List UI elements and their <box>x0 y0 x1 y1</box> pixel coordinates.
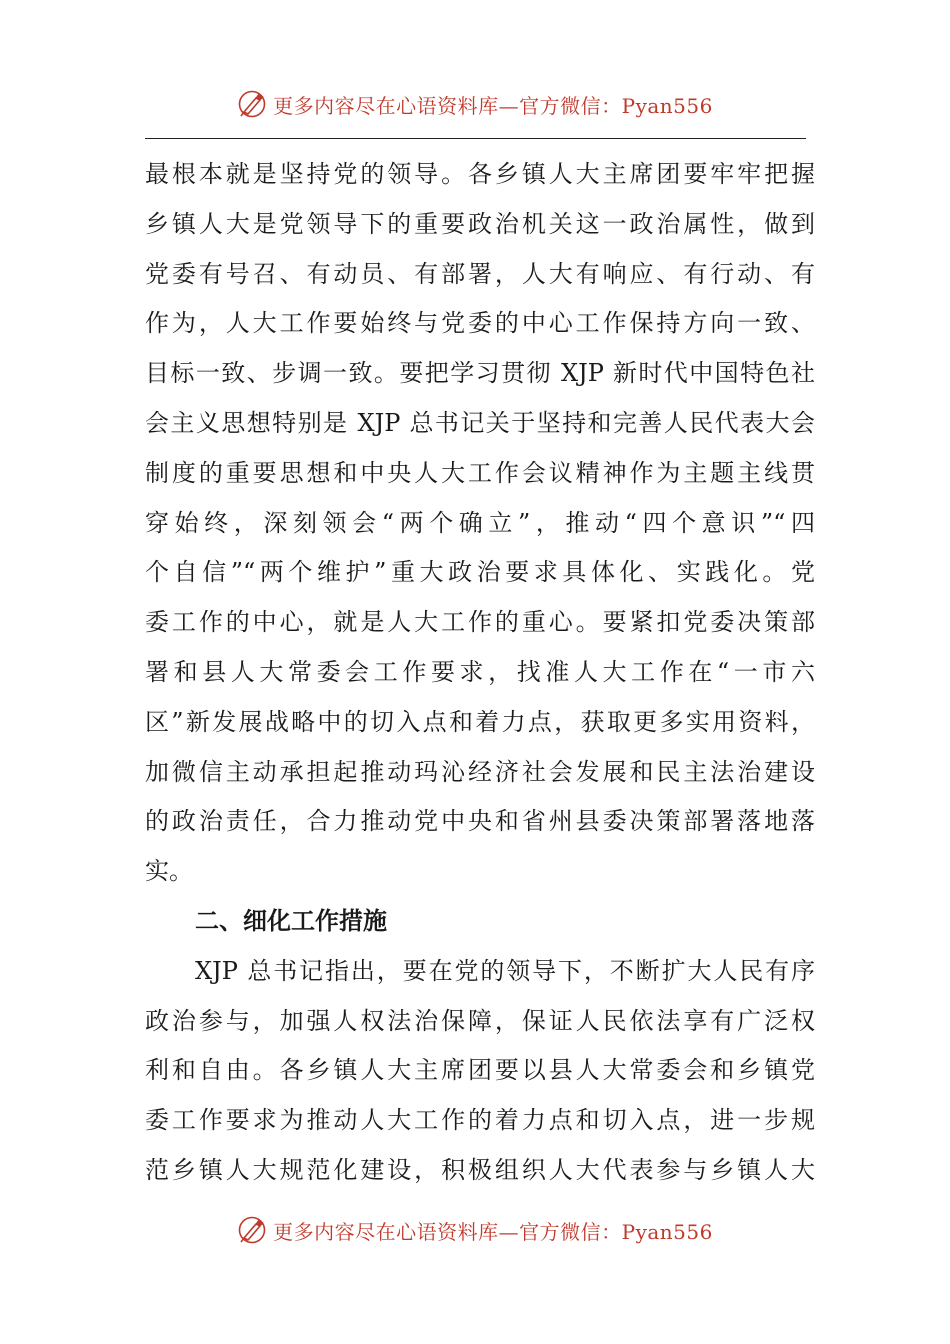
pen-nib-logo-icon <box>237 1215 267 1245</box>
paragraph-line: 委工作要求为推动人大工作的着力点和切入点，进一步规 <box>145 1106 815 1135</box>
paragraph-line: 政治参与，加强人权法治保障，保证人民依法享有广泛权 <box>145 1006 815 1035</box>
paragraph-line: 个自信”“两个维护”重大政治要求具体化、实践化。党 <box>145 558 815 587</box>
paragraph-line: 实。 <box>145 857 193 886</box>
paragraph-line: 区”新发展战略中的切入点和着力点，获取更多实用资料， <box>145 707 815 736</box>
watermark-text: 更多内容尽在心语资料库—官方微信：Pyan556 <box>273 1219 713 1244</box>
pen-nib-logo-icon <box>237 89 267 119</box>
paragraph-line: 的政治责任，合力推动党中央和省州县委决策部署落地落 <box>145 807 815 836</box>
section-heading: 二、细化工作措施 <box>195 906 387 935</box>
paragraph-line: 署和县人大常委会工作要求，找准人大工作在“一市六 <box>145 657 815 686</box>
paragraph-line: 委工作的中心，就是人大工作的重心。要紧扣党委决策部 <box>145 608 815 637</box>
paragraph-line: 党委有号召、有动员、有部署，人大有响应、有行动、有 <box>145 259 815 288</box>
paragraph-line: 乡镇人大是党领导下的重要政治机关这一政治属性，做到 <box>145 209 815 238</box>
paragraph-line: 穿始终，深刻领会“两个确立”，推动“四个意识”“四 <box>145 508 815 537</box>
paragraph-line: XJP 总书记指出，要在党的领导下，不断扩大人民有序 <box>195 956 815 985</box>
footer-watermark <box>0 1210 950 1250</box>
paragraph-line: 最根本就是坚持党的领导。各乡镇人大主席团要牢牢把握 <box>145 160 815 188</box>
paragraph-line: 加微信主动承担起推动玛沁经济社会发展和民主法治建设 <box>145 757 815 786</box>
paragraph-line: 会主义思想特别是 XJP 总书记关于坚持和完善人民代表大会 <box>145 408 815 437</box>
document-body <box>145 150 815 1196</box>
header-watermark <box>0 84 950 124</box>
paragraph-line: 作为，人大工作要始终与党委的中心工作保持方向一致、 <box>145 309 815 338</box>
header-divider <box>145 138 806 139</box>
paragraph-line: 范乡镇人大规范化建设，积极组织人大代表参与乡镇人大 <box>145 1155 815 1184</box>
paragraph-line: 制度的重要思想和中央人大工作会议精神作为主题主线贯 <box>145 458 815 487</box>
paragraph-line: 目标一致、步调一致。要把学习贯彻 XJP 新时代中国特色社 <box>145 359 815 388</box>
paragraph-line: 利和自由。各乡镇人大主席团要以县人大常委会和乡镇党 <box>145 1056 815 1085</box>
watermark-text: 更多内容尽在心语资料库—官方微信：Pyan556 <box>273 93 713 118</box>
